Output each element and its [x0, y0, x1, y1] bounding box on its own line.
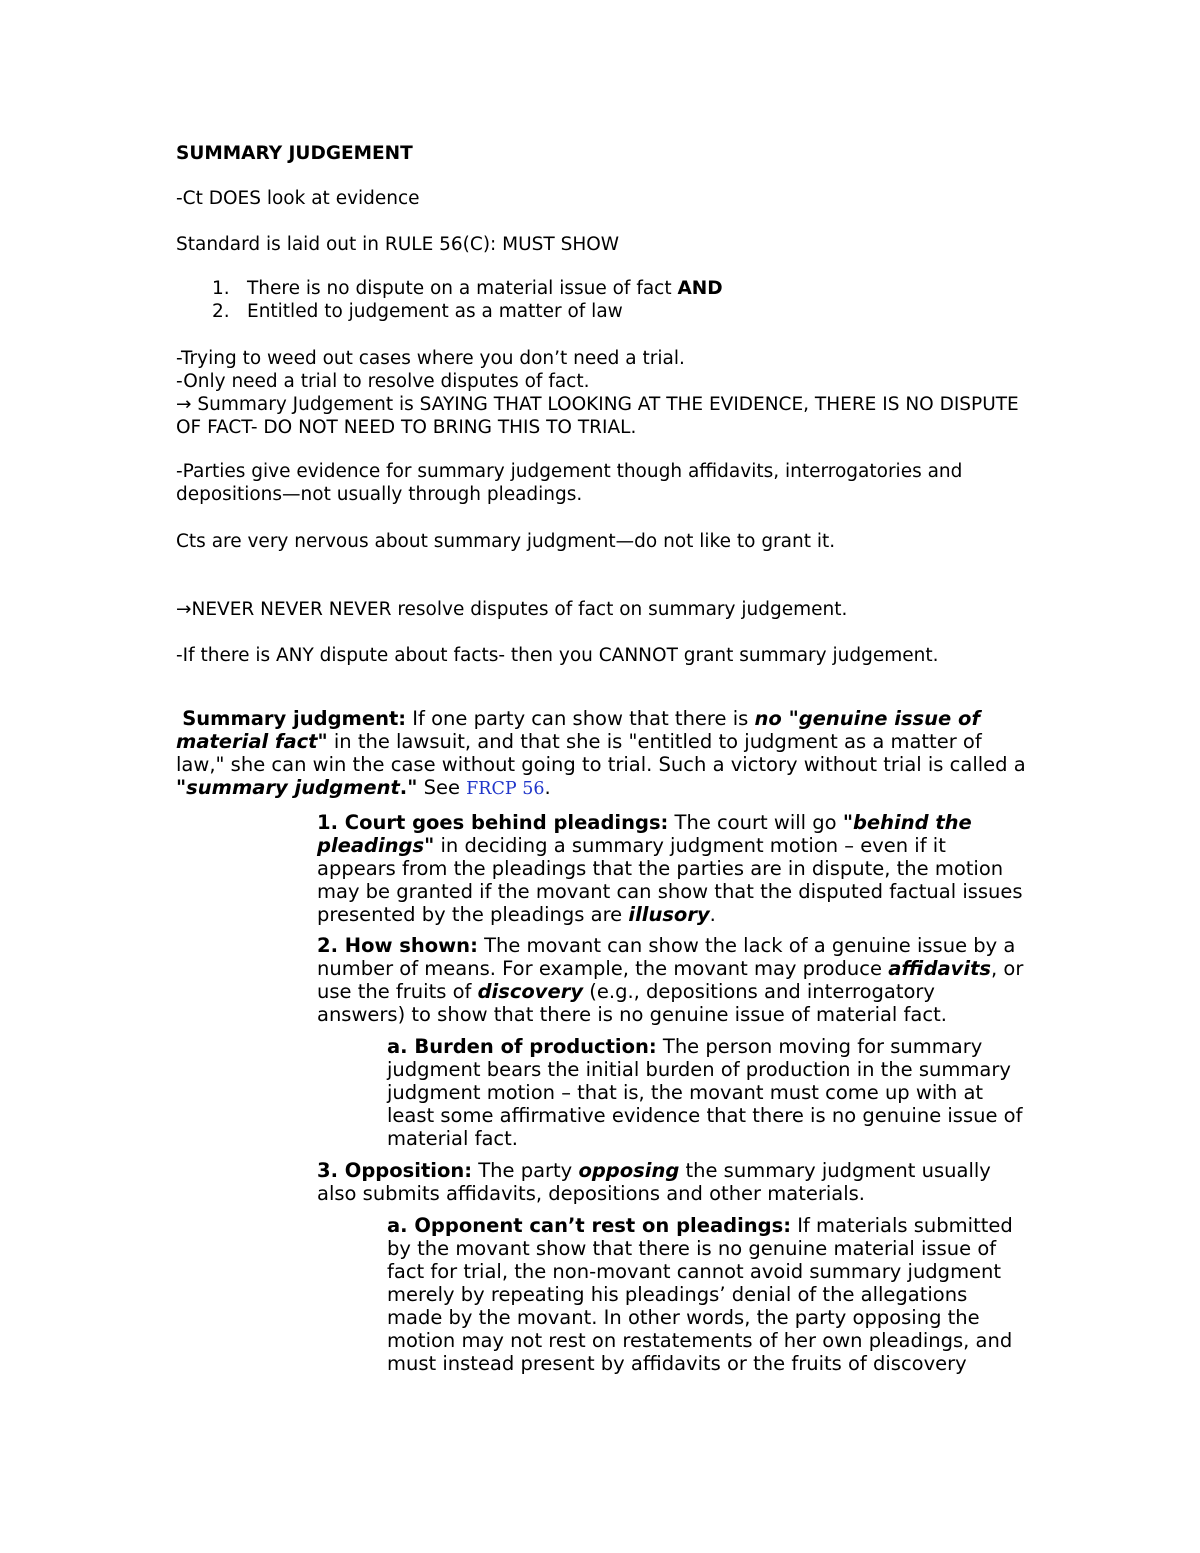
item-court-behind-pleadings: 1. Court goes behind pleadings: The court will go "behind the pleadings" in deciding a summary judgment motion – even if it appears from the pleadings that the parties are in dispute, the motion may be granted if the movant can show that the disputed factual issues presented by the pleadings are illusory.	[317, 811, 1023, 926]
item-label: 2. How shown:	[317, 934, 478, 957]
item-opponent-cant-rest: a. Opponent can’t rest on pleadings: If materials submitted by the movant show that there is no genuine material issue of fact for trial, the non-movant cannot avoid summary judgment merely by repeating his pleadings’ denial of the allegations made by the movant. In other words, the party opposing the motion may not rest on restatements of her own pleadings, and must instead present by affidavits or the fruits of discovery	[387, 1214, 1013, 1375]
standard-list	[176, 277, 1026, 323]
list-text: Entitled to judgement as a matter of law	[247, 301, 623, 322]
list-item	[176, 300, 1026, 323]
page-title: SUMMARY JUDGEMENT	[176, 143, 413, 164]
list-number: 1.	[212, 278, 230, 299]
item-opposition: 3. Opposition: The party opposing the summary judgment usually also submits affidavits, depositions and other materials.	[317, 1159, 991, 1205]
list-bold: AND	[677, 278, 723, 299]
line: → Summary Judgement is SAYING THAT LOOKING AT THE EVIDENCE, THERE IS NO DISPUTE OF FACT- DO NOT NEED TO BRING THIS TO TRIAL.	[176, 394, 1019, 438]
item-label: 1. Court goes behind pleadings:	[317, 811, 669, 834]
list-text: There is no dispute on a material issue of fact	[247, 278, 678, 299]
list-item	[176, 277, 1026, 300]
line: -Only need a trial to resolve disputes of fact.	[176, 371, 590, 392]
frcp-56-link[interactable]: FRCP 56	[466, 779, 545, 799]
paragraph-weed-out	[176, 347, 1026, 439]
item-burden-of-production: a. Burden of production: The person moving for summary judgment bears the initial burden of production in the summary judgment motion – that is, the movant must come up with at least some affirmative evidence that there is no genuine issue of material fact.	[387, 1035, 1023, 1150]
item-label: 3. Opposition:	[317, 1159, 473, 1182]
arrow-icon: →	[176, 599, 192, 620]
summary-judgment-definition: Summary judgment: If one party can show that there is no "genuine issue of material fact" in the lawsuit, and that she is "entitled to judgment as a matter of law," she can win the case without going to trial. Such a victory without trial is called a "summary judgment." See FRCP 56.	[176, 707, 1026, 799]
arrow-icon: →	[176, 394, 192, 415]
paragraph-parties-evidence: -Parties give evidence for summary judgement though affidavits, interrogatories and depositions—not usually through pleadings.	[176, 461, 963, 505]
paragraph-nervous: Cts are very nervous about summary judgment—do not like to grant it.	[176, 531, 836, 552]
paragraph-never: →NEVER NEVER NEVER resolve disputes of fact on summary judgement.	[176, 599, 848, 620]
paragraph-standard: Standard is laid out in RULE 56(C): MUST SHOW	[176, 234, 620, 255]
paragraph-any-dispute: -If there is ANY dispute about facts- then you CANNOT grant summary judgement.	[176, 645, 939, 666]
paragraph-evidence: -Ct DOES look at evidence	[176, 188, 420, 209]
term-label: Summary judgment:	[182, 707, 407, 730]
item-label: a. Opponent can’t rest on pleadings:	[387, 1214, 792, 1237]
list-number: 2.	[212, 301, 230, 322]
item-label: a. Burden of production:	[387, 1035, 657, 1058]
item-how-shown: 2. How shown: The movant can show the lack of a genuine issue by a number of means. For example, the movant may produce affidavits, or use the fruits of discovery (e.g., depositions and interrogatory answers) to show that there is no genuine issue of material fact.	[317, 934, 1024, 1026]
line: -Trying to weed out cases where you don’t need a trial.	[176, 348, 685, 369]
